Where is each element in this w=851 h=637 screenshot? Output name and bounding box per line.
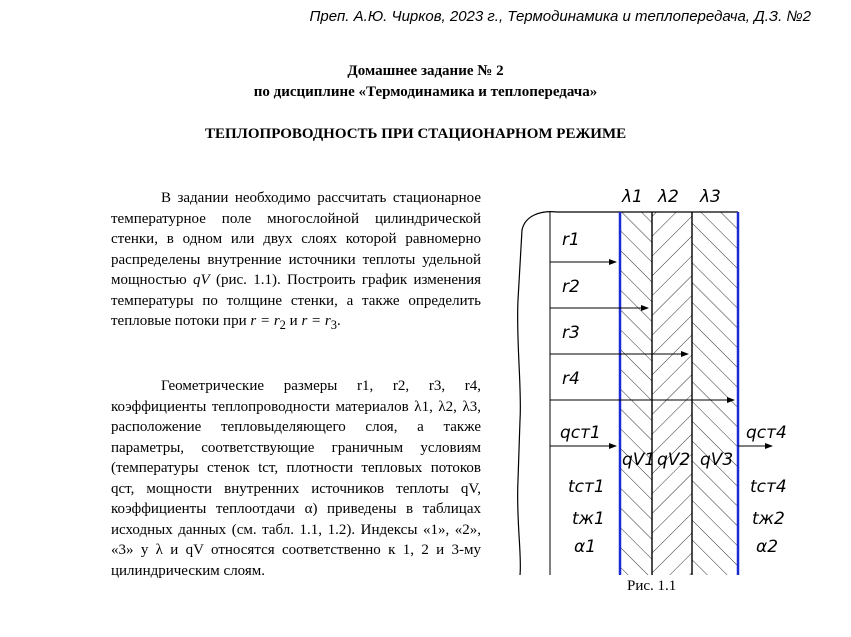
figure-cylindrical-wall — [510, 180, 787, 580]
label-qcm4: qст4 — [746, 423, 787, 443]
label-alpha2: α2 — [756, 537, 779, 557]
layer-1 — [620, 212, 652, 575]
label-alpha1: α1 — [574, 537, 597, 557]
label-r4: r4 — [562, 369, 580, 389]
wall-wavy-boundary — [518, 212, 557, 575]
label-lambda2: λ2 — [658, 187, 679, 207]
label-tcm1: tст1 — [568, 477, 605, 497]
layer-3 — [692, 212, 738, 575]
label-tcm4: tст4 — [750, 477, 787, 497]
page-header: Преп. А.Ю. Чирков, 2023 г., Термодинамика и теплопередача, Д.З. №2 — [309, 8, 811, 25]
label-tzh1: tж1 — [572, 509, 605, 529]
discipline-title: по дисциплине «Термодинамика и теплопередача» — [253, 84, 598, 100]
topic-title: ТЕПЛОПРОВОДНОСТЬ ПРИ СТАЦИОНАРНОМ РЕЖИМЕ — [205, 126, 627, 142]
label-qv3: qV3 — [700, 450, 734, 470]
label-r1: r1 — [562, 230, 580, 250]
label-qv2: qV2 — [657, 450, 691, 470]
label-lambda3: λ3 — [700, 187, 721, 207]
label-qv1: qV1 — [622, 450, 656, 470]
label-r3: r3 — [562, 323, 580, 343]
assignment-title: Домашнее задание № 2 — [347, 63, 504, 79]
label-tzh2: tж2 — [752, 509, 785, 529]
label-lambda1: λ1 — [622, 187, 643, 207]
figure-caption: Рис. 1.1 — [627, 578, 677, 594]
label-r2: r2 — [562, 277, 580, 297]
paragraph-parameters: Геометрические размеры r1, r2, r3, r4, коэффициенты теплопроводности материалов λ1, λ2, λ3, расположение тепловыделяющего слоя, а также параметры, соответствующие граничным условиям (температуры стенок tст, плотности тепловых потоков qст, мощности внутренних источников теплоты qV, коэффициенты теплоотдачи α) приведены в таблицах исходных данных (см. табл. 1.1, 1.2). Индексы «1», «2», «3» у λ и qV относятся соответственно к 1, 2 и 3-му цилиндрическим слоям. — [111, 378, 481, 579]
layer-2 — [652, 212, 692, 575]
paragraph-intro: В задании необходимо рассчитать стационарное температурное поле многослойной цилиндрической стенки, в одном или двух слоях которой равномерно распределены внутренние источники теплоты удельной мощностью qV (рис. 1.1). Построить график изменения температуры по толщине стенки, а также определить тепловые потоки при $r = r_2$ и $r = r_3$. — [111, 190, 482, 332]
label-qcm1: qст1 — [560, 423, 601, 443]
